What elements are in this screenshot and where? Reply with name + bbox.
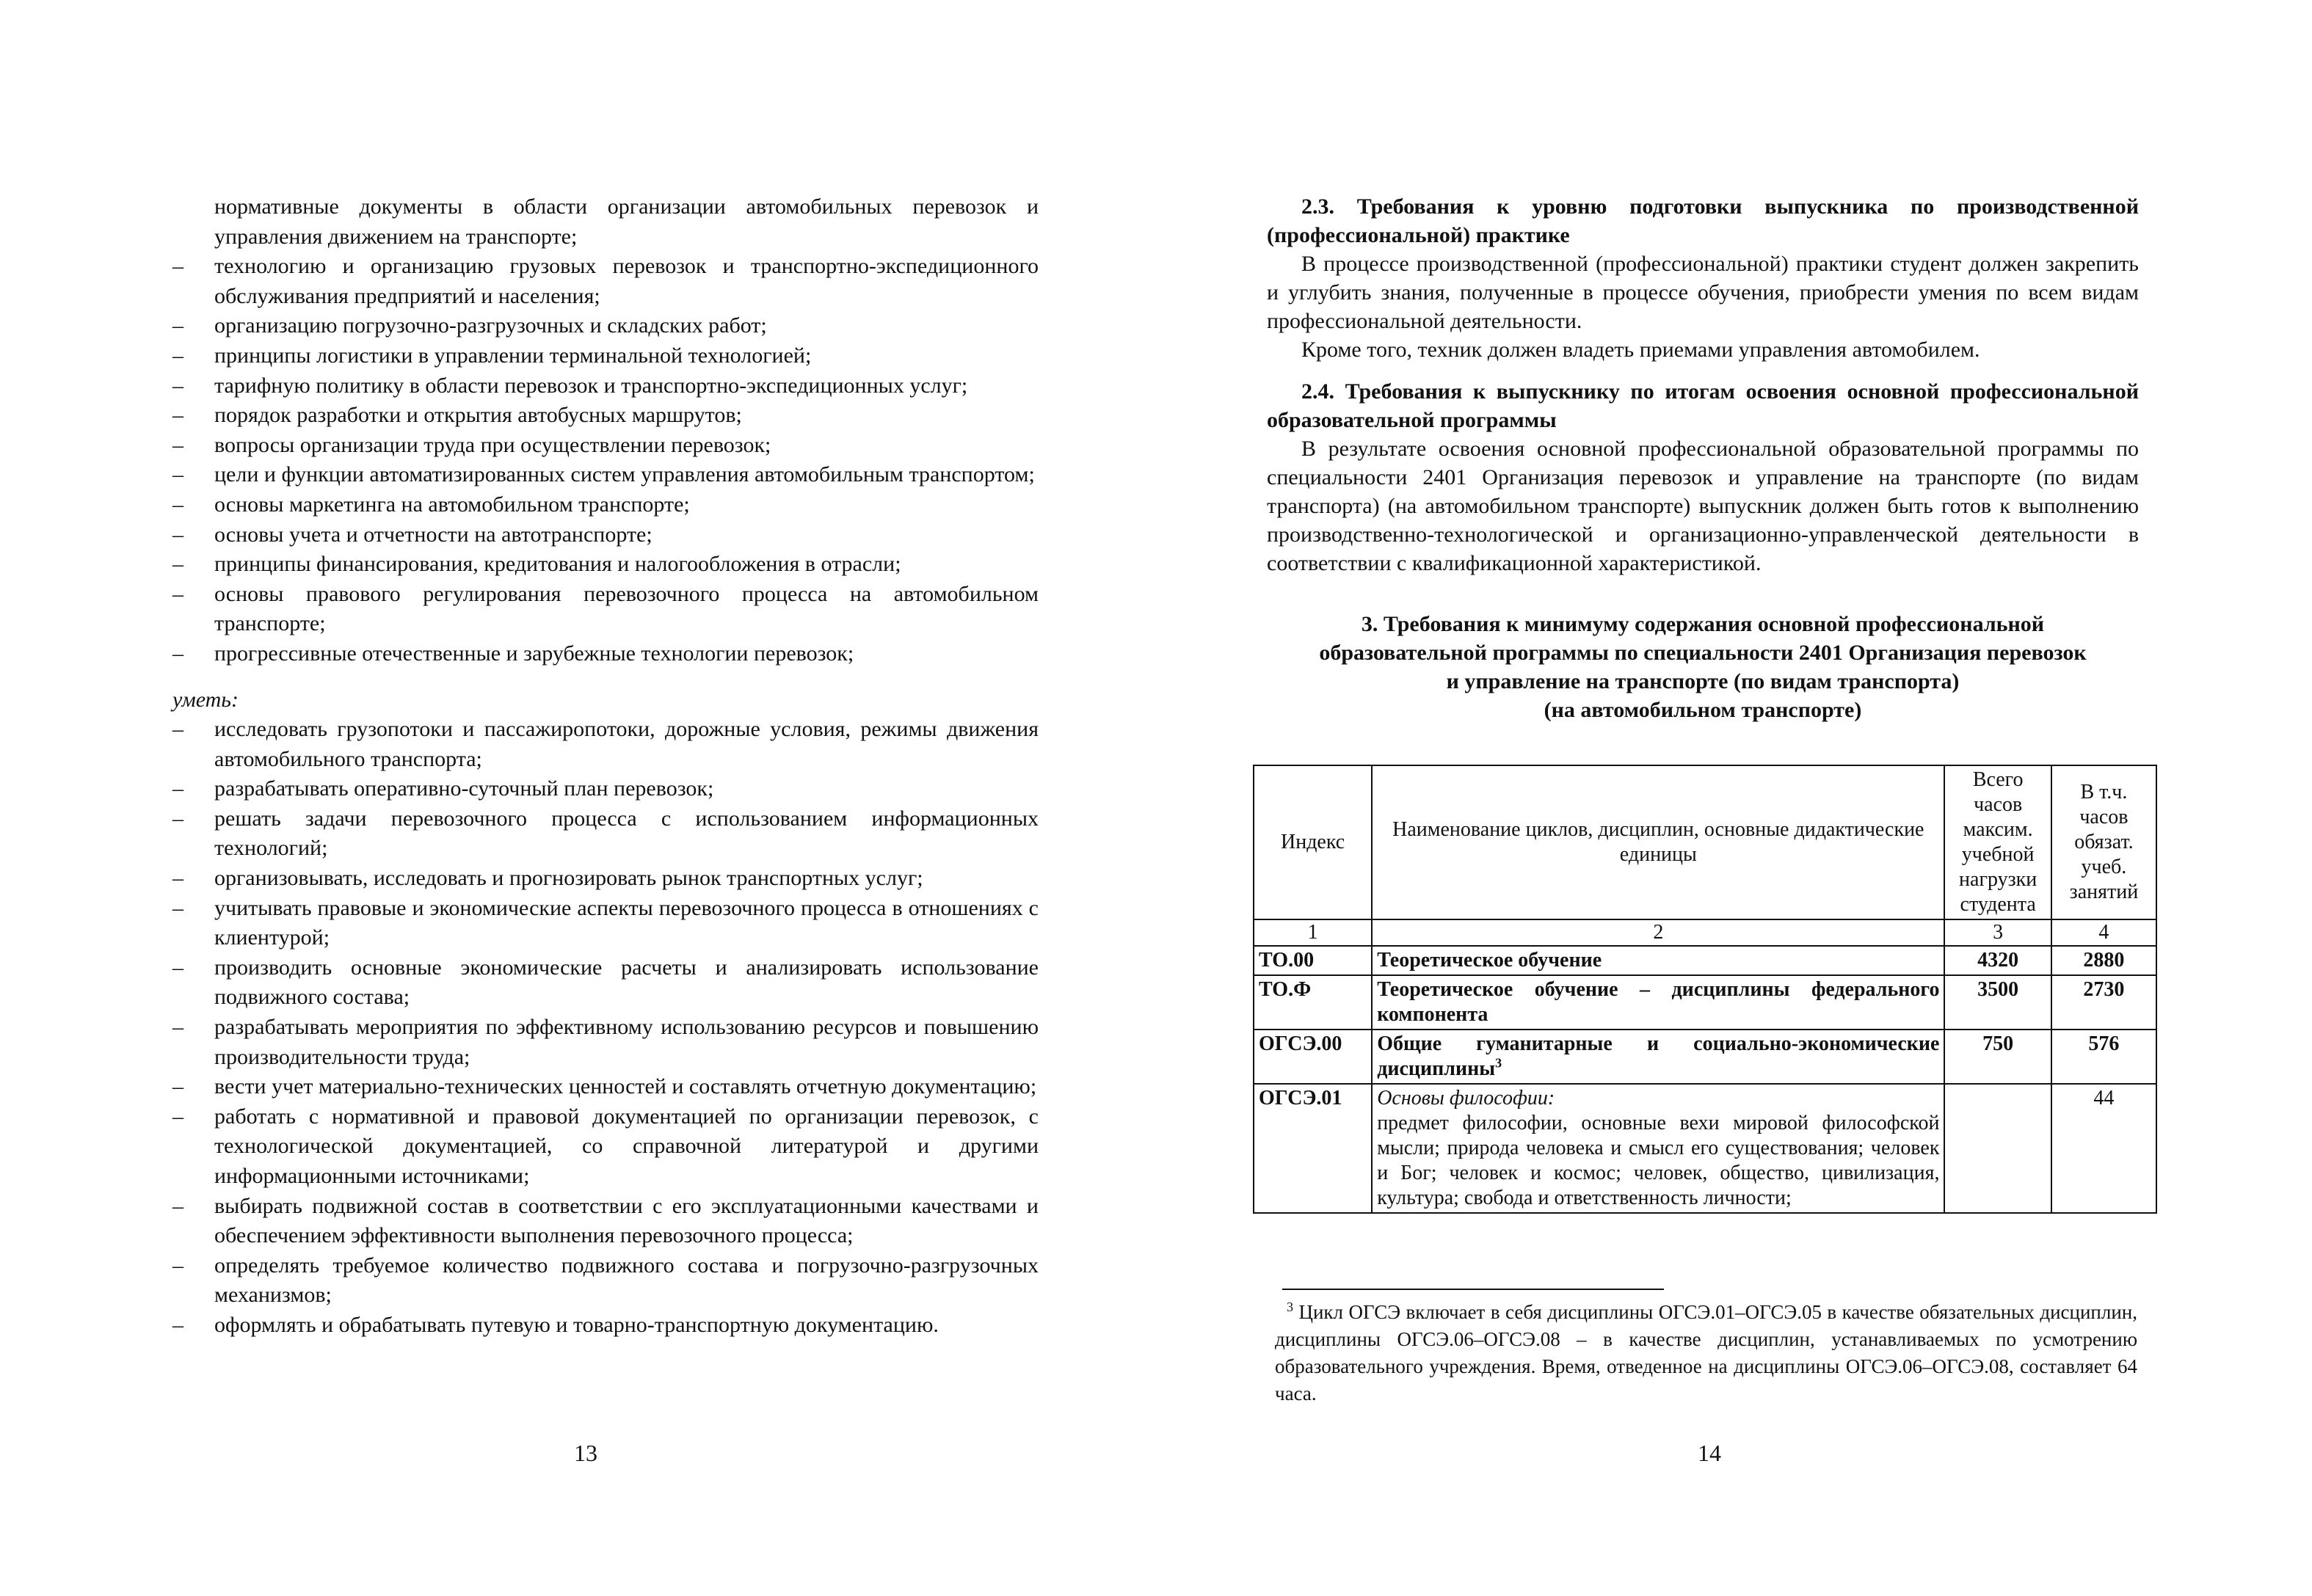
dash-marker: – [172,552,183,577]
continued-item: нормативные документы в области организации автомобильных перевозок и управления движением на транспорте; [214,194,1039,249]
dash-marker: – [172,866,183,891]
row-index: ТО.Ф [1254,975,1372,1030]
header-name: Наименование циклов, дисциплин, основные дидактические единицы [1372,765,1944,919]
dash-marker: – [172,806,183,831]
dash-marker: – [172,432,183,457]
row-index: ОГСЭ.01 [1254,1084,1372,1213]
table-row [1254,1084,2156,1213]
row-oblig: 2880 [2051,946,2156,975]
row-oblig: 44 [2051,1084,2156,1213]
column-number: 4 [2051,919,2156,946]
row-name [1372,1084,1944,1213]
row-total: 750 [1944,1030,2051,1084]
dash-marker: – [172,313,183,338]
footnote: $^3$ Цикл ОГСЭ включает в себя дисциплины ОГСЭ.01–ОГСЭ.05 в качестве обязательных дисциплин, дисциплины ОГСЭ.06–ОГСЭ.08 – в качестве дисциплин, устанавливаемых по усмотрению образовательного учреждения. Время, отведенное на дисциплины ОГСЭ.06–ОГСЭ.08, составляет 64 часа. [1275,1300,2137,1404]
list-item: – принципы финансирования, кредитования и налогообложения в отрасли; [172,550,1039,580]
curriculum-table [1253,765,2157,1214]
list-item: – работать с нормативной и правовой документацией по организации перевозок, с технологической документацией, со справочной литературой и другими информационными источниками; [172,1102,1039,1192]
discipline-title: Основы философии: [1377,1087,1555,1109]
table-row [1254,975,2156,1030]
list-item: – разрабатывать оперативно-суточный план перевозок; [172,774,1039,804]
row-oblig: 576 [2051,1030,2156,1084]
page-number: 13 [574,1440,597,1466]
column-number: 1 [1254,919,1372,946]
footnote-divider [1282,1289,1664,1290]
row-name: Общие гуманитарные и социально-экономические дисциплины$^3$ [1372,1030,1944,1084]
discipline-content: предмет философии, основные вехи мировой философской мысли; природа человека и смысл его существования; человек и Бог; человек и космос; человек, общество, цивилизация, культура; свобода и ответственность личности; [1377,1112,1940,1209]
footnote-mark: 3 [1287,1300,1293,1314]
dash-marker: – [172,1104,183,1129]
row-total: 3500 [1944,975,2051,1030]
list-item: – вести учет материально-технических ценностей и составлять отчетную документацию; [172,1072,1039,1102]
list-item: – оформлять и обрабатывать путевую и товарно-транспортную документацию. [172,1311,1039,1341]
list-item: – учитывать правовые и экономические аспекты перевозочного процесса в отношениях с клиентурой; [172,894,1039,953]
list-item: – технологию и организацию грузовых перевозок и транспортно-экспедиционного обслуживания предприятий и населения; [172,252,1039,311]
dash-marker: – [172,895,183,920]
row-index: ТО.00 [1254,946,1372,975]
dash-marker: – [172,717,183,742]
page-number: 14 [1698,1440,1721,1466]
row-name: Теоретическое обучение [1372,946,1944,975]
row-total [1944,1084,2051,1213]
column-number: 3 [1944,919,2051,946]
column-number: 2 [1372,919,1944,946]
table-row [1254,946,2156,975]
list-item: – определять требуемое количество подвижного состава и погрузочно-разгрузочных механизмов; [172,1251,1039,1311]
dash-marker: – [172,1193,183,1218]
dash-marker: – [172,462,183,487]
dash-marker: – [172,254,183,279]
dash-marker: – [172,522,183,547]
list-item: – порядок разработки и открытия автобусных маршрутов; [172,401,1039,431]
skills-label: уметь: [172,687,239,712]
title-line: (на автомобильном транспорте) [1544,698,1862,722]
list-item: – организовывать, исследовать и прогнозировать рынок транспортных услуг; [172,864,1039,894]
column-number-row [1254,919,2156,946]
section-2-3-heading: 2.3. Требования к уровню подготовки выпускника по производственной (профессиональной) практике [1267,194,2139,247]
left-page-body [172,192,1039,1341]
dash-marker: – [172,1253,183,1278]
table-row [1254,1030,2156,1084]
dash-marker: – [172,641,183,666]
dash-marker: – [172,373,183,398]
dash-marker: – [172,343,183,368]
list-item: – исследовать грузопотоки и пассажиропотоки, дорожные условия, режимы движения автомобильного транспорта; [172,715,1039,774]
title-line: образовательной программы по специальности 2401 Организация перевозок [1319,641,2087,665]
title-line: 3. Требования к минимуму содержания основной профессиональной [1361,612,2045,636]
dash-marker: – [172,1074,183,1099]
list-item: – разрабатывать мероприятия по эффективному использованию ресурсов и повышению производительности труда; [172,1013,1039,1072]
list-item: – принципы логистики в управлении терминальной технологией; [172,341,1039,371]
table-header-row [1254,765,2156,919]
dash-marker: – [172,581,183,606]
list-item: – вопросы организации труда при осуществлении перевозок; [172,431,1039,461]
list-item: – прогрессивные отечественные и зарубежные технологии перевозок; [172,639,1039,669]
section-3-title [1267,610,2139,724]
paragraph: В процессе производственной (профессиональной) практики студент должен закрепить и углубить знания, полученные в процессе обучения, приобрести умения по всем видам профессиональной деятельности. [1267,252,2139,333]
list-item: – основы правового регулирования перевозочного процесса на автомобильном транспорте; [172,580,1039,639]
footnote-ref: 3 [1495,1055,1502,1071]
header-index: Индекс [1254,765,1372,919]
knowledge-list [172,252,1039,668]
row-total: 4320 [1944,946,2051,975]
dash-marker: – [172,955,183,980]
row-index: ОГСЭ.00 [1254,1030,1372,1084]
dash-marker: – [172,403,183,428]
paragraph: В результате освоения основной профессиональной образовательной программы по специальности 2401 Организация перевозок и управление на транспорте (по видам транспорта) (на автомобильном транспорте) выпускник должен быть готов к выполнению производственно-технологической и организационно-управленческой деятельности в соответствии с квалификационной характеристикой. [1267,437,2139,575]
section-2-4-heading: 2.4. Требования к выпускнику по итогам освоения основной профессиональной образовательной программы [1267,379,2139,432]
right-page-body [1267,192,2139,724]
title-line: и управление на транспорте (по видам транспорта) [1446,669,1960,693]
header-total-hours: Всего часов максим. учебной нагрузки студента [1944,765,2051,919]
list-item: – цели и функции автоматизированных систем управления автомобильным транспортом; [172,460,1039,490]
dash-marker: – [172,492,183,517]
list-item: – основы маркетинга на автомобильном транспорте; [172,490,1039,520]
row-oblig: 2730 [2051,975,2156,1030]
list-item: – производить основные экономические расчеты и анализировать использование подвижного состава; [172,953,1039,1013]
list-item: – решать задачи перевозочного процесса с использованием информационных технологий; [172,804,1039,864]
list-item: – тарифную политику в области перевозок и транспортно-экспедиционных услуг; [172,371,1039,401]
dash-marker: – [172,1015,183,1040]
dash-marker: – [172,776,183,801]
list-item: – основы учета и отчетности на автотранспорте; [172,520,1039,550]
row-name: Теоретическое обучение – дисциплины федерального компонента [1372,975,1944,1030]
list-item: – организацию погрузочно-разгрузочных и складских работ; [172,311,1039,341]
list-item: – выбирать подвижной состав в соответствии с его эксплуатационными качествами и обеспечением эффективности выполнения перевозочного процесса; [172,1192,1039,1251]
dash-marker: – [172,1312,183,1337]
skills-list [172,715,1039,1340]
header-obligatory-hours: В т.ч. часов обязат. учеб. занятий [2051,765,2156,919]
paragraph: Кроме того, техник должен владеть приемами управления автомобилем. [1301,338,1980,362]
